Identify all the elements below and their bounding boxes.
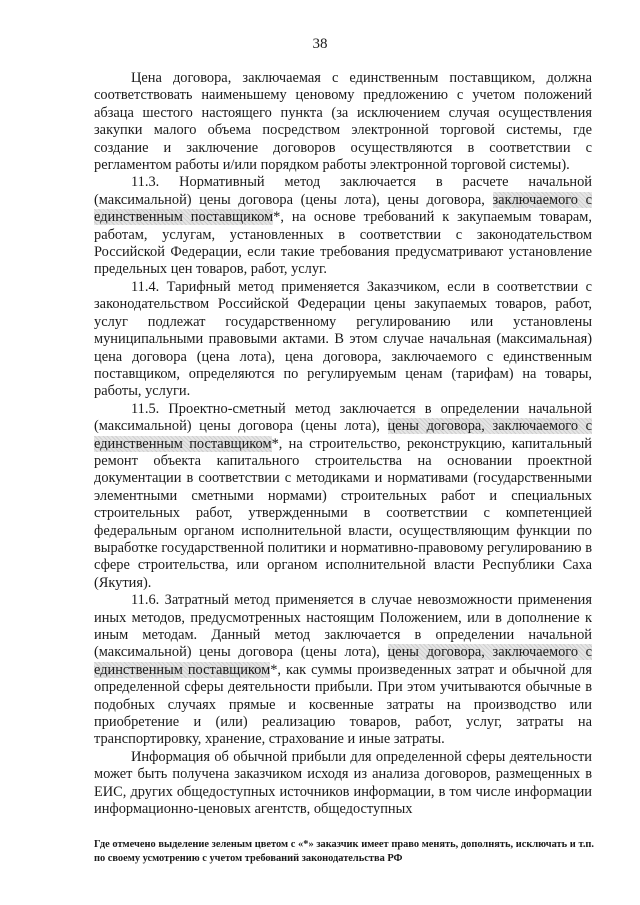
paragraph-text: *, как суммы произведенных затрат и обычной для определенной сферы деятельности прибыли. При этом учитываются обычные в подобных случаях прямые и косвенные затраты на производство или приобретение и (или) реализацию товаров, работ, услуг, затраты на транспортировку, хранение, страхование и иные затраты.: [94, 661, 592, 748]
paragraph-text: Информация об обычной прибыли для определенной сферы деятельности может быть получена заказчиком исходя из анализа договоров, размещенных в ЕИС, других общедоступных источников информации, в том числе информации информационно-ценовых агентств, общедоступных: [94, 748, 592, 818]
paragraph-text: 11.6. Затратный метод применяется в случае невозможности применения иных методов, предусмотренных настоящим Положением, или в дополнение к иным методам. Данный метод заключается в определении начальной (максимальной) цены договора (цены лота),: [94, 592, 592, 661]
footnote: Где отмечено выделение зеленым цветом с «*» заказчик имеет право менять, дополнять, исключать и т.п. по своему усмотрению с учетом требований законодательства РФ: [94, 839, 594, 864]
paragraph-11-6-cost-method: [94, 592, 592, 749]
paragraph-text: 11.5. Проектно-сметный метод заключается в определении начальной (максимальной) цены договора (цены лота),: [94, 400, 592, 435]
paragraph-11-4-tariff-method: [94, 279, 592, 401]
highlighted-optional-text: цены договора, заключаемого с единственным поставщиком: [94, 644, 593, 678]
page-number: 38: [312, 36, 328, 52]
paragraph-text: Цена договора, заключаемая с единственным поставщиком, должна соответствовать наименьшему ценовому предложению с учетом положений абзаца шестого настоящего пункта (за исключением случая осуществления закупки малого объема посредством электронной торговой системы, где создание и заключение договоров осуществляются в соответствии с регламентом работы и/или порядком работы электронной торговой системы).: [94, 70, 592, 174]
paragraph-text: 11.3. Нормативный метод заключается в расчете начальной (максимальной) цены договора (цены лота), цены договора,: [94, 174, 592, 208]
paragraph-profit-information: [94, 749, 592, 819]
document-body: [94, 70, 592, 818]
paragraph-text: *, на строительство, реконструкцию, капитальный ремонт объекта капитального строительства на основании проектной документации в соответствии с методиками и нормативами (государственными элементными сметными нормами) строительных работ и специальных строительных работ, утвержденными в соответствии с компетенцией федеральным органом исполнительной власти, осуществляющим функции по выработке государственной политики и нормативно-правовому регулированию в сфере строительства, или органом исполнительной власти Республики Саха (Якутия).: [94, 435, 592, 591]
paragraph-contract-price: [94, 70, 592, 174]
paragraph-text: 11.4. Тарифный метод применяется Заказчиком, если в соответствии с законодательством Российской Федерации цены закупаемых товаров, работ, услуг подлежат государственному регулированию или установлены муниципальными правовыми актами. В этом случае начальная (максимальная) цена договора (цена лота), цена договора, заключаемого с единственным поставщиком, определяются по регулируемым ценам (тарифам) на товары, работы, услуги.: [94, 278, 592, 400]
paragraph-11-3-normative-method: [94, 174, 592, 278]
paragraph-text: *, на основе требований к закупаемым товарам, работам, услугам, установленных в соответствии с законодательством Российской Федерации, если такие требования предусматривают установление предельных цен товаров, работ, услуг.: [94, 209, 592, 278]
paragraph-11-5-design-estimate-method: [94, 401, 592, 592]
highlighted-optional-text: цены договора, заключаемого с единственным поставщиком: [94, 418, 593, 452]
highlighted-optional-text: заключаемого с единственным поставщиком: [94, 191, 592, 226]
